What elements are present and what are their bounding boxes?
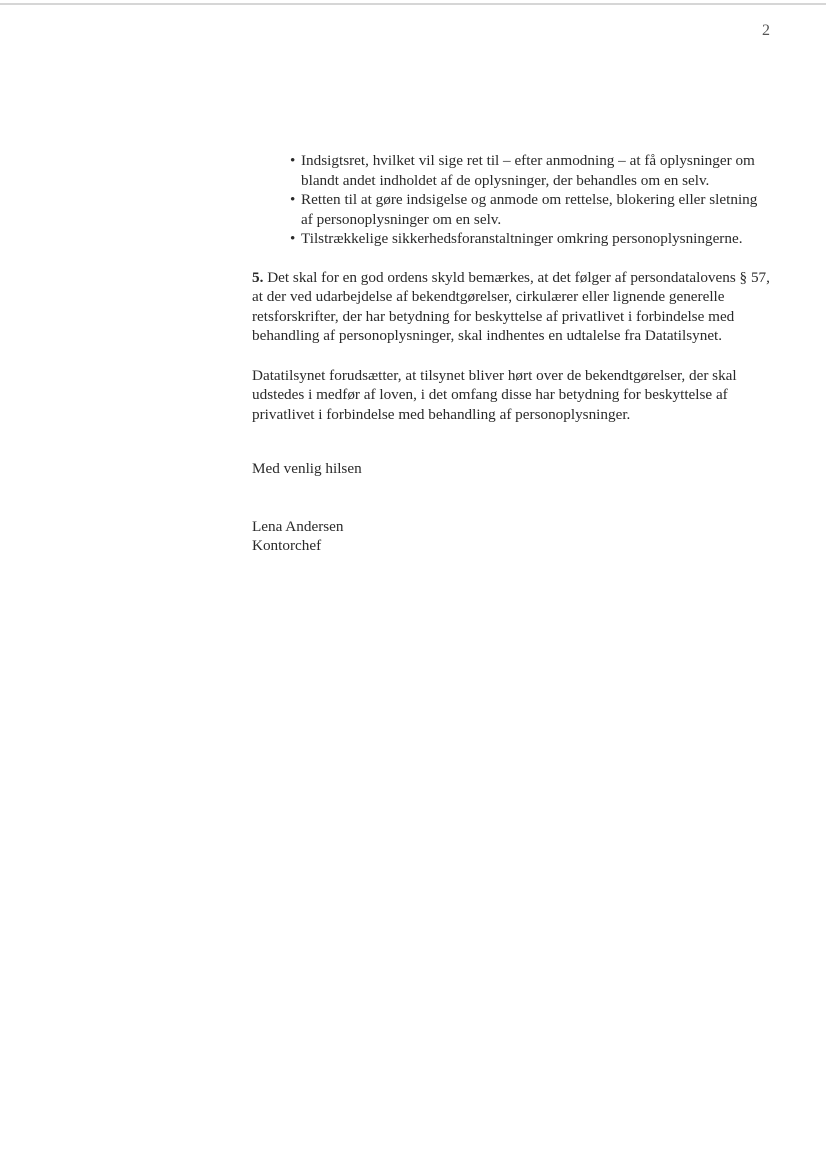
page-number: 2 <box>762 22 770 39</box>
closing-greeting: Med venlig hilsen <box>252 460 362 477</box>
bullet-item-access-right: • Indsigtsret, hvilket vil sige ret til – efter anmodning – at få oplysninger om blandt andet indholdet af de oplysninger, der behandles om en selv. <box>252 151 772 190</box>
bullet-item-security-measures: • Tilstrækkelige sikkerhedsforanstaltninger omkring personoplysningerne. <box>252 229 772 249</box>
document-body <box>252 151 772 556</box>
signatory-title: Kontorchef <box>252 537 322 554</box>
signature-block <box>252 517 772 556</box>
bullet-item-objection-right: • Retten til at gøre indsigelse og anmode om rettelse, blokering eller sletning af personoplysninger om en selv. <box>252 190 772 229</box>
hearing-paragraph: Datatilsynet forudsætter, at tilsynet bliver hørt over de bekendtgørelser, der skal udstedes i medfør af loven, i det omfang disse har betydning for beskyttelse af privatlivet i forbindelse med behandling af personoplysninger. <box>252 366 737 423</box>
signatory-name: Lena Andersen <box>252 517 344 535</box>
section-5-text: Det skal for en god ordens skyld bemærkes, at det følger af persondatalovens § 57, at der ved udarbejdelse af bekendtgørelser, cirkulærer eller lignende generelle retsforskrifter, der har betydning for beskyttelse af privatlivet i forbindelse med behandling af personoplysninger, skal indhentes en udtalelse fra Datatilsynet. <box>252 268 770 344</box>
top-rule <box>0 3 826 5</box>
section-5-number: 5. <box>252 268 264 286</box>
section-5-paragraph <box>252 268 772 346</box>
rights-bullet-list <box>252 151 772 249</box>
